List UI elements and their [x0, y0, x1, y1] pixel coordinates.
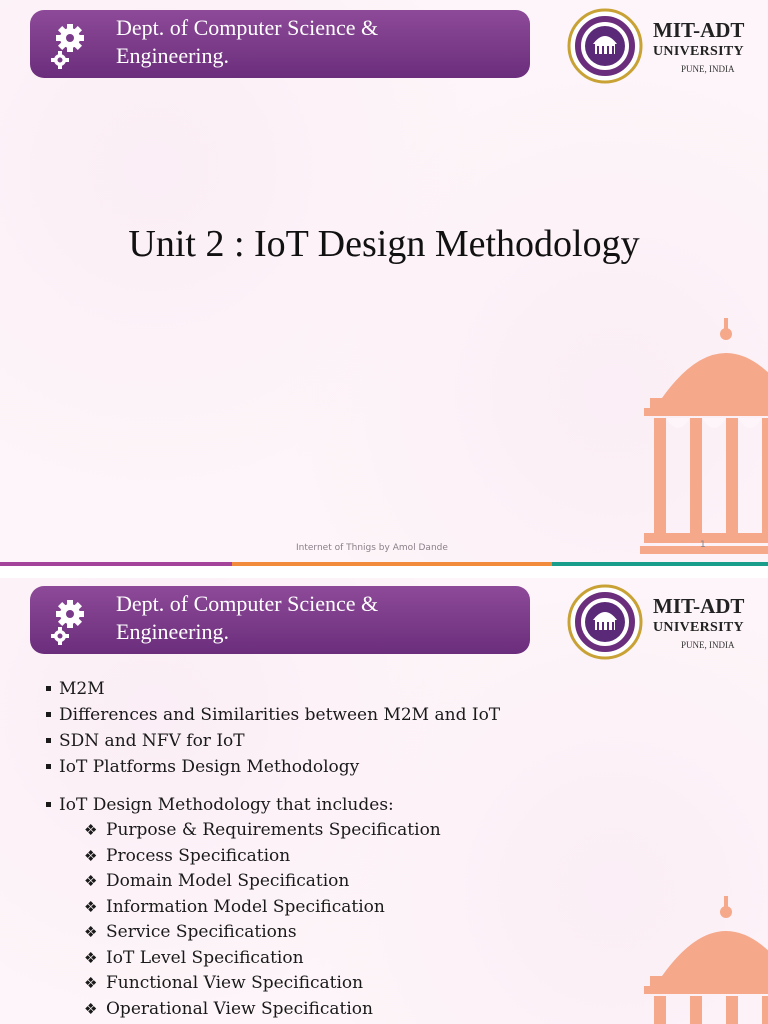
- university-seal-icon: [567, 584, 643, 660]
- logo-name: MIT-ADT: [653, 18, 745, 42]
- divider-bar-teal: [552, 562, 768, 566]
- diamond-bullet-icon: ❖: [84, 974, 98, 992]
- logo-name: MIT-ADT: [653, 594, 745, 618]
- header-banner: [30, 586, 530, 654]
- methodology-item: ❖ Domain Model Specification: [46, 869, 686, 895]
- diamond-bullet-icon: ❖: [84, 999, 98, 1018]
- gears-icon: [48, 20, 100, 72]
- header-banner: [30, 10, 530, 78]
- page-number: 1: [700, 540, 706, 550]
- methodology-item: ❖ Process Specification: [46, 844, 686, 870]
- university-logo: [563, 584, 763, 664]
- square-bullet-icon: [46, 686, 51, 691]
- logo-place: PUNE, INDIA: [681, 64, 735, 74]
- methodology-item: ❖ Information Model Specification: [46, 895, 686, 921]
- department-name: Dept. of Computer Science & Engineering.: [116, 591, 379, 644]
- square-bullet-icon: [46, 764, 51, 769]
- divider-bar-orange: [232, 562, 552, 566]
- diamond-bullet-icon: ❖: [84, 846, 98, 865]
- gears-icon: [48, 596, 100, 648]
- dome-illustration: [640, 318, 768, 562]
- logo-sub: UNIVERSITY: [653, 44, 744, 59]
- university-logo: [563, 8, 763, 88]
- square-bullet-icon: [46, 712, 51, 717]
- methodology-item: ❖ Functional View Specification: [46, 971, 686, 997]
- square-bullet-icon: [46, 802, 51, 807]
- logo-sub: UNIVERSITY: [653, 620, 744, 635]
- topic-bullet: Differences and Similarities between M2M and IoT: [46, 702, 686, 728]
- diamond-bullet-icon: ❖: [84, 872, 98, 890]
- footer-text: Internet of Thnigs by Amol Dande: [296, 543, 448, 553]
- methodology-item: ❖ Purpose & Requirements Specification: [46, 818, 686, 844]
- slide-2: [0, 578, 768, 1024]
- logo-place: PUNE, INDIA: [681, 640, 735, 650]
- department-name: Dept. of Computer Science & Engineering.: [116, 15, 379, 68]
- slide-divider: [0, 562, 768, 578]
- diamond-bullet-icon: ❖: [84, 897, 98, 916]
- university-seal-icon: [567, 8, 643, 84]
- methodology-item: ❖ Service Specifications: [46, 920, 686, 946]
- methodology-item: ❖ IoT Level Specification: [46, 946, 686, 972]
- divider-bar-purple: [0, 562, 232, 566]
- methodology-intro: IoT Design Methodology that includes:: [46, 792, 686, 818]
- diamond-bullet-icon: ❖: [84, 923, 98, 941]
- methodology-item: ❖ Operational View Specification: [46, 997, 686, 1023]
- diamond-bullet-icon: ❖: [84, 948, 98, 967]
- topic-bullet: M2M: [46, 676, 686, 702]
- square-bullet-icon: [46, 738, 51, 743]
- bullet-list: [46, 676, 686, 1022]
- topic-bullet: IoT Platforms Design Methodology: [46, 754, 686, 780]
- topic-bullet: SDN and NFV for IoT: [46, 728, 686, 754]
- diamond-bullet-icon: ❖: [84, 821, 98, 839]
- slide-title: Unit 2 : IoT Design Methodology: [128, 223, 640, 265]
